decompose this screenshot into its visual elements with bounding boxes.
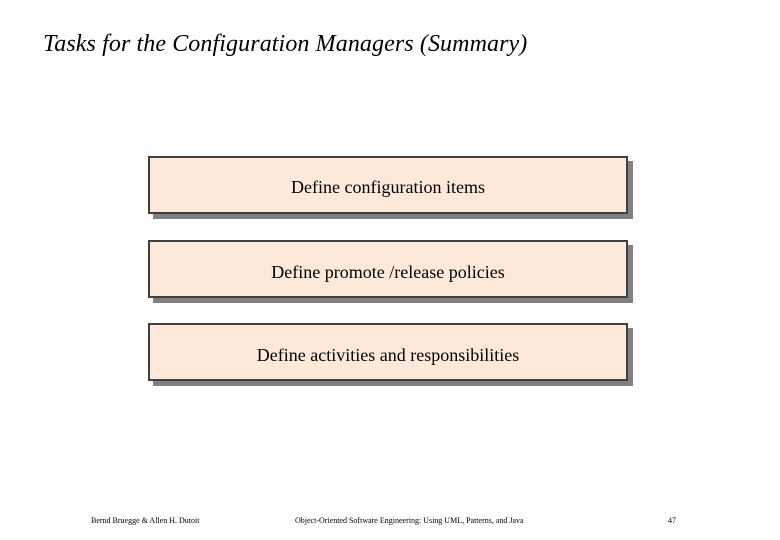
task-box-promote-release-policies [148,240,628,298]
footer-authors: Bernd Bruegge & Allen H. Dutoit [91,516,200,525]
task-label: Define promote /release policies [271,262,505,282]
task-box-configuration-items [148,156,628,214]
footer-page-number: 47 [668,516,676,525]
task-label: Define configuration items [291,177,485,197]
slide-title: Tasks for the Configuration Managers (Summary) [43,31,528,57]
task-box-activities-responsibilities [148,323,628,381]
footer-book-title: Object-Oriented Software Engineering: Using UML, Patterns, and Java [295,516,524,525]
task-label: Define activities and responsibilities [256,345,520,365]
